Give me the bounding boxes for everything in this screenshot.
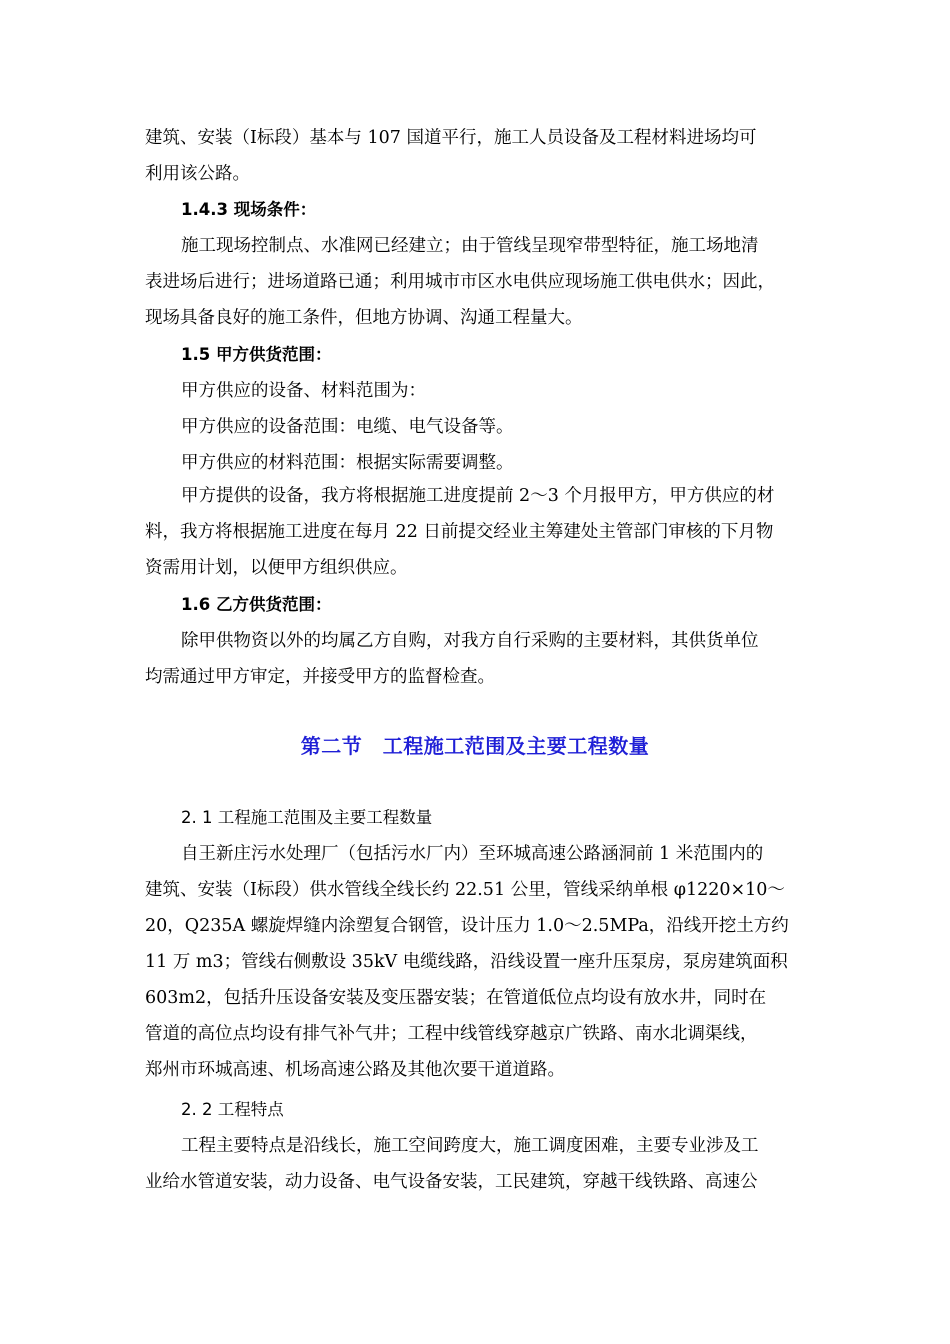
paragraph-scope <box>145 836 829 1088</box>
heading-features: 2. 2 工程特点 <box>181 1100 284 1119</box>
heading-scope: 2. 1 工程施工范围及主要工程数量 <box>181 808 433 827</box>
text-line: 表进场后进行；进场道路已通；利用城市市区水电供应现场施工供电供水；因此， <box>145 272 775 292</box>
paragraph-features <box>145 1128 829 1200</box>
chapter-title: 第二节 工程施工范围及主要工程数量 <box>300 734 650 758</box>
text-line: 利用该公路。 <box>145 164 250 184</box>
text-line: 均需通过甲方审定，并接受甲方的监督检查。 <box>145 667 495 687</box>
heading-site-conditions: 1.4.3 现场条件： <box>181 200 317 219</box>
text-line: 资需用计划，以便甲方组织供应。 <box>145 558 408 578</box>
text-line: 甲方供应的材料范围：根据实际需要调整。 <box>181 453 514 473</box>
paragraph-route <box>145 120 829 192</box>
paragraph-site-conditions <box>145 228 829 336</box>
text-line: 甲方提供的设备，我方将根据施工进度提前 2～3 个月报甲方，甲方供应的材 <box>181 486 775 506</box>
heading-contractor-supply: 1.6 乙方供货范围： <box>181 595 332 614</box>
text-line: 603m2，包括升压设备安装及变压器安装；在管道低位点均设有放水井，同时在 <box>145 988 767 1008</box>
text-line: 郑州市环城高速、机场高速公路及其他次要干道道路。 <box>145 1060 565 1080</box>
heading-1-4-3 <box>145 192 829 228</box>
text-line: 料，我方将根据施工进度在每月 22 日前提交经业主筹建处主管部门审核的下月物 <box>145 522 774 542</box>
text-line: 施工现场控制点、水准网已经建立；由于管线呈现窄带型特征，施工场地清 <box>181 236 759 256</box>
text-line: 管道的高位点均设有排气补气井；工程中线管线穿越京广铁路、南水北调渠线， <box>145 1024 758 1044</box>
text-line: 工程主要特点是沿线长，施工空间跨度大，施工调度困难，主要专业涉及工 <box>181 1136 759 1156</box>
paragraph-owner-equipment <box>145 478 829 586</box>
owner-supply-list <box>145 373 829 481</box>
heading-2-1 <box>145 800 829 836</box>
text-line: 自王新庄污水处理厂（包括污水厂内）至环城高速公路涵洞前 1 米范围内的 <box>181 844 764 864</box>
heading-1-5 <box>145 337 829 373</box>
heading-2-2 <box>145 1092 829 1128</box>
text-line: 建筑、安装（Ⅰ标段）基本与 107 国道平行，施工人员设备及工程材料进场均可 <box>145 128 757 148</box>
text-line: 业给水管道安装，动力设备、电气设备安装，工民建筑，穿越干线铁路、高速公 <box>145 1172 758 1192</box>
text-line: 20，Q235A 螺旋焊缝内涂塑复合钢管，设计压力 1.0～2.5MPa，沿线开挖土方约 <box>145 916 789 936</box>
text-line: 现场具备良好的施工条件，但地方协调、沟通工程量大。 <box>145 308 583 328</box>
text-line: 建筑、安装（Ⅰ标段）供水管线全线长约 22.51 公里，管线采纳单根 φ1220×10～ <box>145 880 785 900</box>
text-line: 除甲供物资以外的均属乙方自购，对我方自行采购的主要材料，其供货单位 <box>181 631 759 651</box>
heading-owner-supply: 1.5 甲方供货范围： <box>181 345 332 364</box>
paragraph-contractor-supply <box>145 623 829 695</box>
text-line: 甲方供应的设备范围：电缆、电气设备等。 <box>181 417 514 437</box>
text-line: 甲方供应的设备、材料范围为： <box>181 381 426 401</box>
text-line: 11 万 m3；管线右侧敷设 35kV 电缆线路，沿线设置一座升压泵房，泵房建筑面积 <box>145 952 788 972</box>
heading-1-6 <box>145 587 829 623</box>
